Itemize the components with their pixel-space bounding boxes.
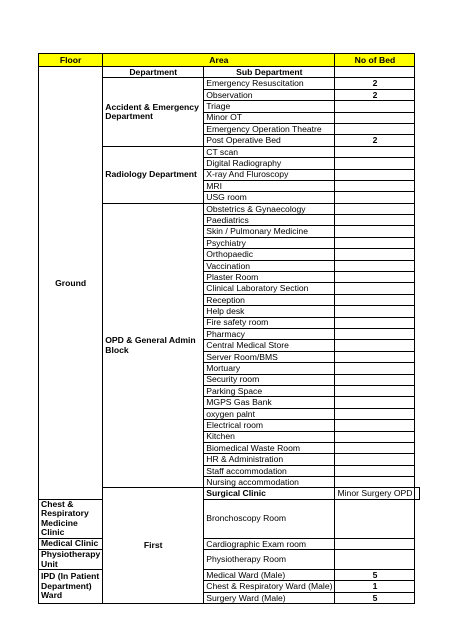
bed-count-cell — [335, 192, 415, 203]
bed-count-cell — [335, 351, 415, 362]
sub-department-cell: Obstetrics & Gynaecology — [204, 203, 335, 214]
beds-header: No of Bed — [335, 54, 415, 67]
bed-count-cell — [335, 465, 415, 476]
sub-department-cell: Skin / Pulmonary Medicine — [204, 226, 335, 237]
bed-count-cell — [415, 488, 420, 499]
department-cell: Surgical Clinic — [204, 488, 335, 499]
sub-department-cell: Digital Radiography — [204, 158, 335, 169]
sub-department-cell: Post Operative Bed — [204, 135, 335, 146]
sub-department-cell: Biomedical Waste Room — [204, 442, 335, 453]
bed-count-cell — [335, 317, 415, 328]
floor-cell-ground: Ground — [39, 67, 103, 500]
bed-count-cell — [335, 169, 415, 180]
bed-count-cell — [335, 499, 415, 538]
sub-department-cell: Reception — [204, 294, 335, 305]
bed-count-cell — [335, 226, 415, 237]
sub-department-cell: MGPS Gas Bank — [204, 397, 335, 408]
sub-department-cell: CT scan — [204, 146, 335, 157]
sub-department-cell: Surgery Ward (Male) — [204, 592, 335, 603]
sub-department-cell: Medical Ward (Male) — [204, 569, 335, 580]
bed-count-cell — [335, 112, 415, 123]
bed-count-cell — [335, 306, 415, 317]
sub-department-cell: Fire safety room — [204, 317, 335, 328]
bed-count-cell — [335, 158, 415, 169]
bed-count-cell — [335, 203, 415, 214]
sub-department-cell: Parking Space — [204, 385, 335, 396]
bed-count-cell: 2 — [335, 135, 415, 146]
bed-count-cell — [335, 385, 415, 396]
bed-count-cell — [335, 249, 415, 260]
table-row — [39, 538, 420, 549]
sub-department-header: Sub Department — [204, 67, 335, 78]
sub-department-cell: Kitchen — [204, 431, 335, 442]
sub-department-cell: Bronchoscopy Room — [204, 499, 335, 538]
bed-count-cell — [335, 363, 415, 374]
bed-allocation-table — [38, 53, 420, 604]
bed-count-cell — [335, 123, 415, 134]
bed-count-cell — [335, 215, 415, 226]
bed-count-cell — [335, 146, 415, 157]
bed-count-cell — [335, 477, 415, 488]
sub-department-cell: MRI — [204, 180, 335, 191]
bed-count-cell — [335, 431, 415, 442]
area-header: Area — [103, 54, 335, 67]
table-row — [39, 550, 420, 570]
bed-count-cell — [335, 550, 415, 570]
sub-department-cell: Observation — [204, 89, 335, 100]
department-cell: Physiotherapy Unit — [39, 550, 103, 570]
department-cell: Accident & Emergency Department — [103, 78, 204, 146]
sub-department-cell: Emergency Operation Theatre — [204, 123, 335, 134]
bed-count-cell: 5 — [335, 569, 415, 580]
bed-count-cell — [335, 283, 415, 294]
table-row — [39, 499, 420, 538]
sub-department-cell: Staff accommodation — [204, 465, 335, 476]
sub-department-cell: Vaccination — [204, 260, 335, 271]
sub-department-cell: Central Medical Store — [204, 340, 335, 351]
table-row — [39, 569, 420, 580]
sub-department-cell: Triage — [204, 101, 335, 112]
sub-department-cell: Nursing accommodation — [204, 477, 335, 488]
bed-count-cell — [335, 408, 415, 419]
bed-count-cell — [335, 260, 415, 271]
sub-department-cell: Psychiatry — [204, 237, 335, 248]
department-header: Department — [103, 67, 204, 78]
sub-department-cell: Minor Surgery OPD — [335, 488, 415, 499]
sub-department-cell: Mortuary — [204, 363, 335, 374]
sub-department-cell: Server Room/BMS — [204, 351, 335, 362]
department-cell: Chest & Respiratory Medicine Clinic — [39, 499, 103, 538]
department-cell: Medical Clinic — [39, 538, 103, 549]
sub-department-cell: Clinical Laboratory Section — [204, 283, 335, 294]
sub-department-cell: Physiotherapy Room — [204, 550, 335, 570]
sub-department-cell: USG room — [204, 192, 335, 203]
sub-department-cell: Chest & Respiratory Ward (Male) — [204, 581, 335, 592]
sub-department-cell: Minor OT — [204, 112, 335, 123]
bed-count-cell: 5 — [335, 592, 415, 603]
sub-department-cell: Paediatrics — [204, 215, 335, 226]
department-cell: OPD & General Admin Block — [103, 203, 204, 488]
sub-department-cell: Emergency Resuscitation — [204, 78, 335, 89]
bed-count-cell — [335, 442, 415, 453]
bed-count-cell — [335, 420, 415, 431]
bed-count-cell — [335, 101, 415, 112]
subheader-row — [39, 67, 420, 78]
bed-count-cell — [335, 454, 415, 465]
subheader-blank-cell — [335, 67, 415, 78]
sub-department-cell: X-ray And Fluroscopy — [204, 169, 335, 180]
floor-cell-first: First — [103, 488, 204, 604]
bed-count-cell — [335, 180, 415, 191]
sub-department-cell: Plaster Room — [204, 272, 335, 283]
sub-department-cell: oxygen palnt — [204, 408, 335, 419]
sub-department-cell: Orthopaedic — [204, 249, 335, 260]
bed-count-cell — [335, 374, 415, 385]
sub-department-cell: Help desk — [204, 306, 335, 317]
department-cell: IPD (In Patient Department) Ward — [39, 569, 103, 603]
header-row — [39, 54, 420, 67]
bed-count-cell — [335, 538, 415, 549]
sub-department-cell: Pharmacy — [204, 328, 335, 339]
bed-count-cell: 2 — [335, 89, 415, 100]
sub-department-cell: Cardiographic Exam room — [204, 538, 335, 549]
sub-department-cell: Security room — [204, 374, 335, 385]
bed-count-cell — [335, 272, 415, 283]
sub-department-cell: HR & Administration — [204, 454, 335, 465]
bed-count-cell — [335, 340, 415, 351]
bed-count-cell: 1 — [335, 581, 415, 592]
bed-count-cell: 2 — [335, 78, 415, 89]
floor-header: Floor — [39, 54, 103, 67]
department-cell: Radiology Department — [103, 146, 204, 203]
bed-count-cell — [335, 237, 415, 248]
bed-count-cell — [335, 397, 415, 408]
bed-count-cell — [335, 328, 415, 339]
sub-department-cell: Electrical room — [204, 420, 335, 431]
bed-count-cell — [335, 294, 415, 305]
